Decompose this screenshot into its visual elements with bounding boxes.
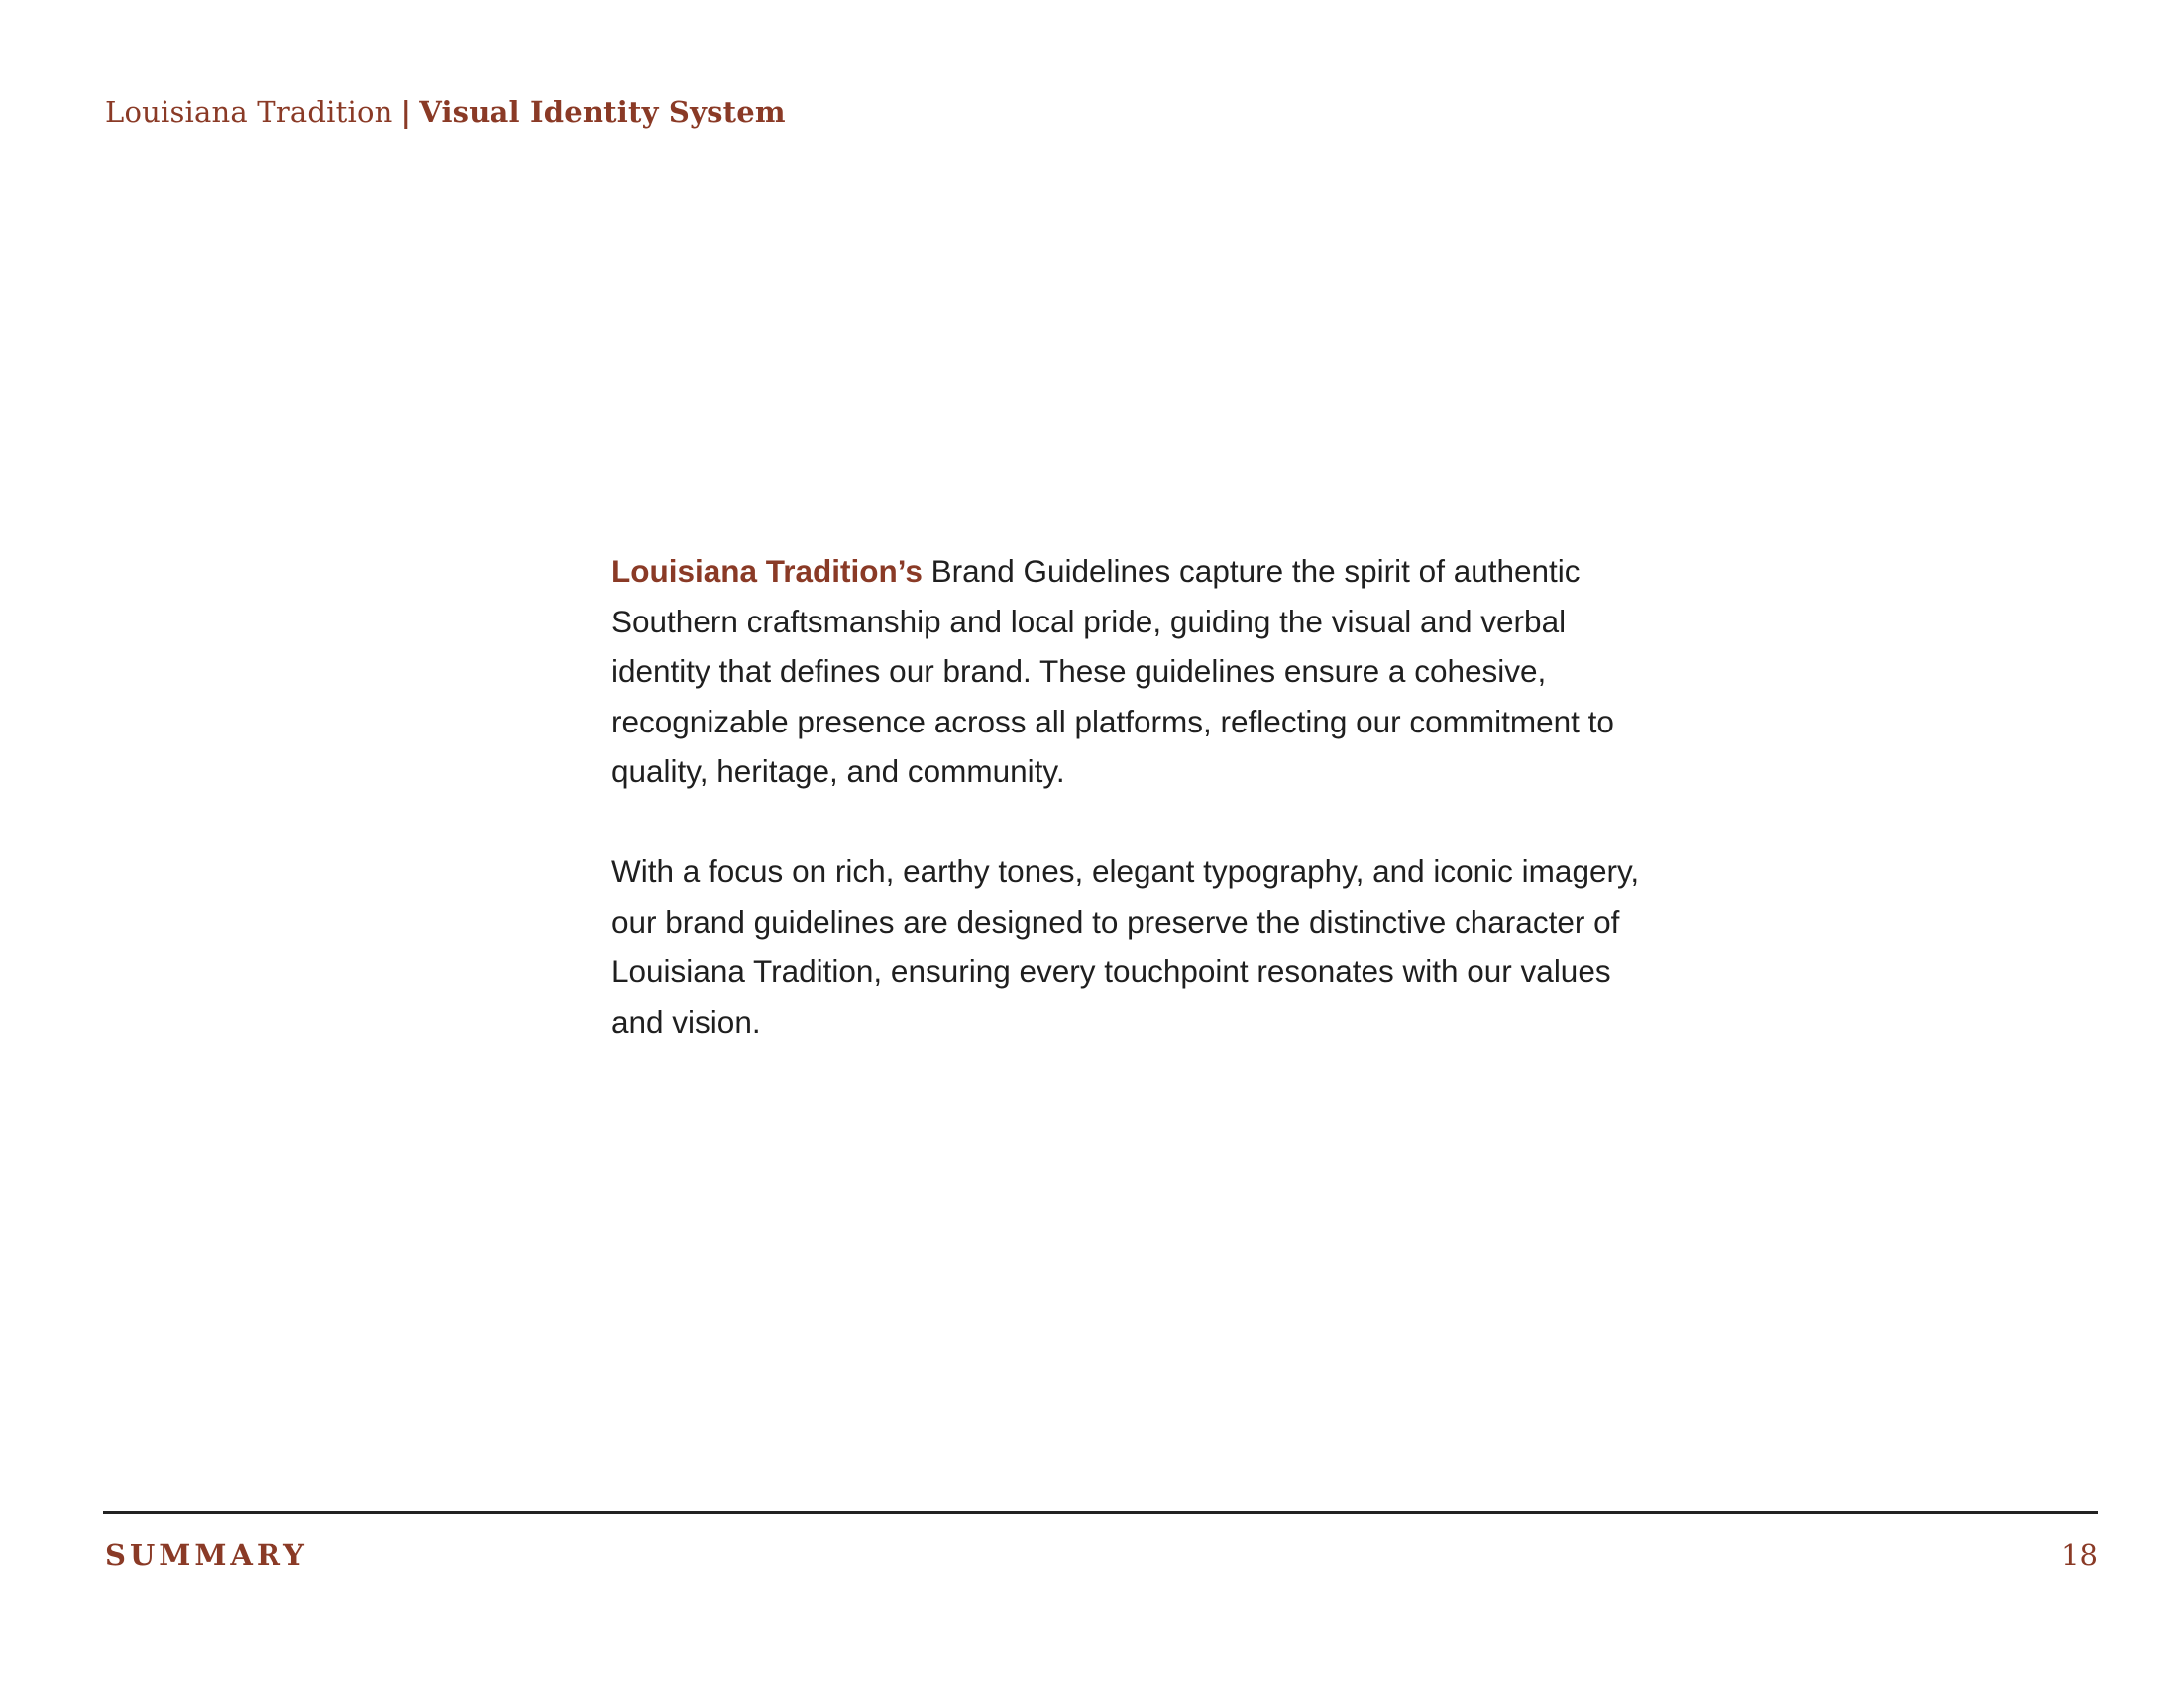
page-header bbox=[105, 95, 786, 129]
header-separator: | bbox=[400, 95, 412, 129]
header-doc-title: Visual Identity System bbox=[419, 95, 786, 129]
summary-paragraph-1-text: Brand Guidelines capture the spirit of authentic Southern craftsmanship and local pride, guiding the visual and verbal identity that defines our brand. These guidelines ensure a cohesive, recognizable presence across all platforms, reflecting our commitment to quality, heritage, and community. bbox=[611, 553, 1614, 789]
page-number: 18 bbox=[2061, 1538, 2098, 1572]
summary-lead-brand: Louisiana Tradition’s bbox=[611, 553, 923, 589]
summary-body bbox=[611, 546, 1642, 1047]
header-brand: Louisiana Tradition bbox=[105, 95, 393, 129]
summary-paragraph-2: With a focus on rich, earthy tones, elegant typography, and iconic imagery, our brand guidelines are designed to preserve the distinctive character of Louisiana Tradition, ensuring every touchpoint resonates with our values and vision. bbox=[611, 853, 1640, 1040]
summary-paragraph-1 bbox=[611, 546, 1642, 797]
footer-divider bbox=[103, 1511, 2098, 1514]
footer-section-label: SUMMARY bbox=[105, 1538, 308, 1572]
